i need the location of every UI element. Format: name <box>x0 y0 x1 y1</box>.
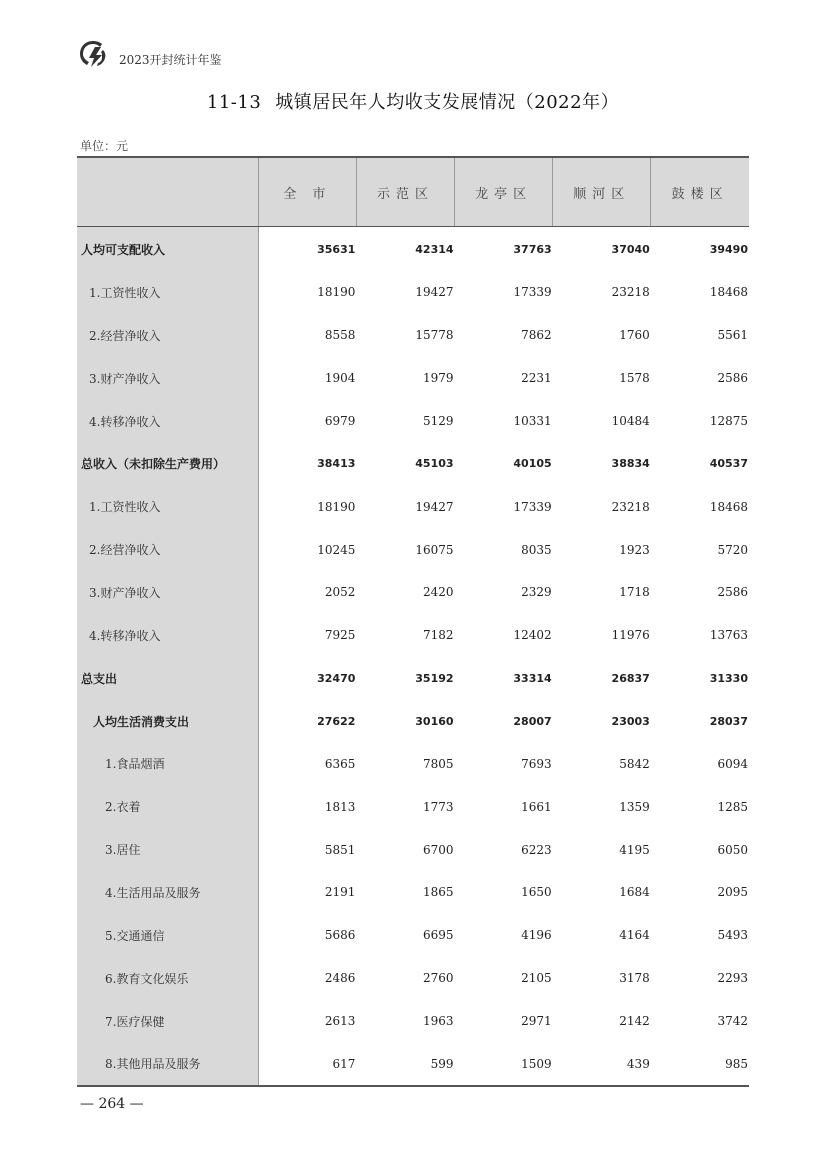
table-row <box>77 314 749 357</box>
table-cell: 16075 <box>415 542 454 557</box>
table-cell: 2586 <box>717 371 748 386</box>
table-header-row <box>77 157 749 227</box>
table-cell: 7182 <box>423 628 454 643</box>
table-cell: 6700 <box>423 842 454 857</box>
row-label: 8.其他用品及服务 <box>77 1042 258 1086</box>
table-row <box>77 1000 749 1043</box>
table-cell: 985 <box>651 1042 749 1086</box>
table-cell: 30160 <box>415 714 454 728</box>
table-cell: 1359 <box>619 799 650 814</box>
table-cell: 6223 <box>521 842 552 857</box>
table-row <box>77 614 749 657</box>
table-row <box>77 742 749 785</box>
statistics-table <box>77 156 749 1087</box>
table-cell: 18190 <box>317 285 356 300</box>
row-label: 2.经营净收入 <box>77 528 258 571</box>
row-label: 1.食品烟酒 <box>77 742 258 785</box>
table-cell: 2231 <box>521 371 552 386</box>
row-label: 2.衣着 <box>77 785 258 828</box>
table-row <box>77 271 749 314</box>
row-label: 3.财产净收入 <box>77 357 258 400</box>
table-cell: 35631 <box>317 242 356 256</box>
table-cell: 6365 <box>324 756 356 771</box>
yearbook-logo-icon <box>77 38 109 70</box>
table-cell: 13763 <box>709 628 748 643</box>
table-title <box>0 88 826 114</box>
table-cell: 5493 <box>717 928 748 943</box>
table-row <box>77 657 749 700</box>
table-cell: 28007 <box>513 714 552 728</box>
table-cell: 5129 <box>423 414 454 428</box>
table-row <box>77 400 749 443</box>
table-cell: 40105 <box>513 457 552 471</box>
row-label: 4.生活用品及服务 <box>77 871 258 914</box>
table-cell: 39490 <box>709 242 748 256</box>
table-cell: 33314 <box>513 671 552 685</box>
table-cell: 4164 <box>619 928 650 943</box>
column-header: 鼓楼区 <box>651 157 749 227</box>
row-label: 2.经营净收入 <box>77 314 258 357</box>
page-number: — 264 — <box>80 1096 144 1112</box>
table-cell: 2191 <box>324 885 356 900</box>
table-cell: 26837 <box>611 671 650 685</box>
table-cell: 2293 <box>717 971 748 986</box>
unit-label: 单位：元 <box>80 139 129 153</box>
table-cell: 2613 <box>324 1014 356 1029</box>
table-cell: 17339 <box>513 499 552 514</box>
table-cell: 2971 <box>521 1014 552 1029</box>
table-row <box>77 227 749 272</box>
table-cell: 1865 <box>423 885 454 900</box>
table-cell: 7862 <box>521 328 552 343</box>
table-cell: 1773 <box>423 799 454 814</box>
table-cell: 2486 <box>324 971 356 986</box>
table-cell: 5851 <box>324 842 356 857</box>
table-cell: 45103 <box>415 457 454 471</box>
table-cell: 2329 <box>521 585 552 600</box>
table-cell: 439 <box>553 1042 651 1086</box>
table-cell: 3742 <box>717 1014 748 1029</box>
row-label: 1.工资性收入 <box>77 485 258 528</box>
table-cell: 1718 <box>619 585 650 600</box>
table-cell: 5686 <box>324 928 356 943</box>
table-cell: 4195 <box>619 842 650 857</box>
table-cell: 17339 <box>513 285 552 300</box>
data-table-container <box>77 156 749 1087</box>
row-label: 总支出 <box>77 657 258 700</box>
row-label: 6.教育文化娱乐 <box>77 957 258 1000</box>
table-cell: 40537 <box>709 457 748 471</box>
table-cell: 18468 <box>709 285 748 300</box>
table-cell: 6050 <box>717 842 748 857</box>
table-cell: 2105 <box>521 971 552 986</box>
table-number: 11-13 <box>206 92 262 113</box>
table-row <box>77 442 749 485</box>
table-cell: 10245 <box>317 542 356 557</box>
table-cell: 1509 <box>455 1042 553 1086</box>
table-cell: 12402 <box>513 628 552 643</box>
row-label: 3.财产净收入 <box>77 571 258 614</box>
row-label: 1.工资性收入 <box>77 271 258 314</box>
yearbook-title: 2023开封统计年鉴 <box>119 52 222 67</box>
table-row <box>77 914 749 957</box>
table-row <box>77 528 749 571</box>
table-cell: 28037 <box>709 714 748 728</box>
table-cell: 2142 <box>619 1014 650 1029</box>
table-row <box>77 357 749 400</box>
table-cell: 2052 <box>324 585 356 600</box>
table-cell: 27622 <box>317 714 356 728</box>
table-cell: 2760 <box>423 971 454 986</box>
table-cell: 35192 <box>415 671 454 685</box>
table-cell: 15778 <box>415 328 454 343</box>
row-label: 人均可支配收入 <box>77 227 258 272</box>
table-cell: 1979 <box>423 371 454 386</box>
table-cell: 7925 <box>324 628 356 643</box>
row-label: 7.医疗保健 <box>77 1000 258 1043</box>
table-cell: 37763 <box>513 242 552 256</box>
table-cell: 42314 <box>415 242 454 256</box>
header-corner <box>77 157 258 227</box>
table-cell: 8035 <box>521 542 552 557</box>
table-cell: 1578 <box>619 371 650 386</box>
page-header <box>77 38 222 70</box>
table-cell: 2420 <box>423 585 454 600</box>
row-label: 人均生活消费支出 <box>77 700 258 743</box>
table-cell: 1760 <box>619 328 650 343</box>
row-label: 总收入（未扣除生产费用） <box>77 442 258 485</box>
table-cell: 599 <box>356 1042 454 1086</box>
table-cell: 1684 <box>619 885 650 900</box>
table-cell: 2095 <box>717 885 748 900</box>
table-cell: 10331 <box>513 414 552 428</box>
table-row <box>77 700 749 743</box>
table-row <box>77 871 749 914</box>
table-cell: 1650 <box>521 885 552 900</box>
table-cell: 4196 <box>521 928 552 943</box>
table-row <box>77 785 749 828</box>
table-cell: 6695 <box>423 928 454 943</box>
table-cell: 23218 <box>611 285 650 300</box>
table-title-text: 城镇居民年人均收支发展情况（2022年） <box>275 92 620 113</box>
table-cell: 38834 <box>611 457 650 471</box>
table-cell: 1923 <box>619 542 650 557</box>
table-cell: 23003 <box>611 714 650 728</box>
column-header: 全 市 <box>258 157 356 227</box>
table-cell: 1963 <box>423 1014 454 1029</box>
table-cell: 617 <box>258 1042 356 1086</box>
row-label: 4.转移净收入 <box>77 400 258 443</box>
column-header: 示范区 <box>356 157 454 227</box>
table-cell: 19427 <box>415 499 454 514</box>
row-label: 3.居住 <box>77 828 258 871</box>
table-row <box>77 1042 749 1086</box>
table-cell: 1904 <box>324 371 356 386</box>
table-cell: 18468 <box>709 499 748 514</box>
column-header: 龙亭区 <box>455 157 553 227</box>
table-cell: 1661 <box>521 799 552 814</box>
table-cell: 32470 <box>317 671 356 685</box>
table-cell: 7693 <box>521 756 552 771</box>
table-cell: 23218 <box>611 499 650 514</box>
table-row <box>77 957 749 1000</box>
table-cell: 19427 <box>415 285 454 300</box>
table-cell: 10484 <box>611 414 650 428</box>
table-cell: 3178 <box>619 971 650 986</box>
table-cell: 31330 <box>709 671 748 685</box>
table-cell: 37040 <box>611 242 650 256</box>
row-label: 5.交通通信 <box>77 914 258 957</box>
table-cell: 38413 <box>317 457 356 471</box>
table-cell: 1813 <box>324 799 356 814</box>
table-cell: 5720 <box>717 542 748 557</box>
table-cell: 5561 <box>717 328 748 343</box>
table-cell: 6979 <box>324 414 356 428</box>
table-cell: 18190 <box>317 499 356 514</box>
row-label: 4.转移净收入 <box>77 614 258 657</box>
table-body <box>77 227 749 1087</box>
table-row <box>77 571 749 614</box>
table-cell: 8558 <box>324 328 356 343</box>
table-cell: 12875 <box>709 414 748 428</box>
table-cell: 7805 <box>423 756 454 771</box>
table-cell: 1285 <box>717 799 748 814</box>
table-row <box>77 828 749 871</box>
column-header: 顺河区 <box>553 157 651 227</box>
table-row <box>77 485 749 528</box>
table-cell: 6094 <box>717 756 748 771</box>
table-cell: 5842 <box>619 756 650 771</box>
table-cell: 2586 <box>717 585 748 600</box>
table-cell: 11976 <box>611 628 650 643</box>
